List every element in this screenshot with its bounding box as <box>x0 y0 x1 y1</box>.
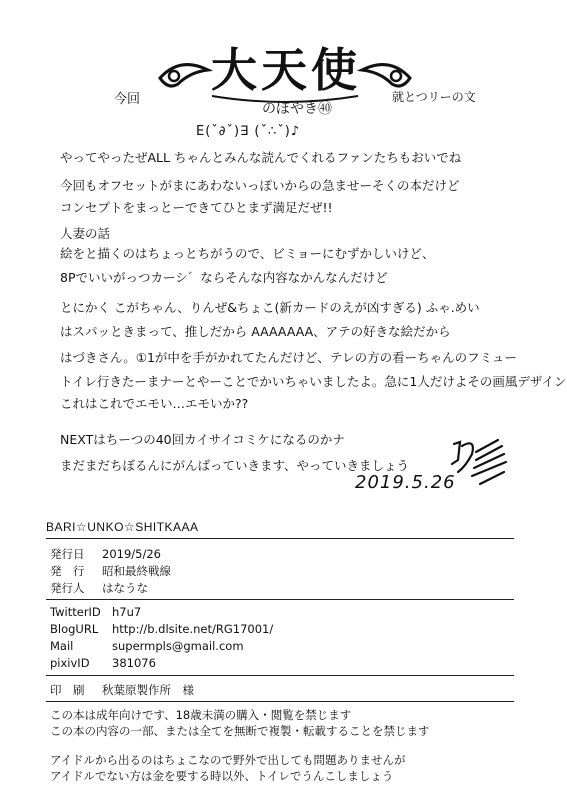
publisher-row <box>50 563 171 579</box>
pixiv-row <box>50 656 156 670</box>
handwritten-signature <box>446 432 516 492</box>
blog-url: http://b.dlsite.net/RG17001/ <box>112 622 274 636</box>
printer-label: 印 刷 <box>50 683 85 697</box>
twitter-value: h7u7 <box>112 605 142 619</box>
afterword-line-10: トイレ行きたーまナーとやーことでかいちゃいましたよ。急に1人だけよその画風デザイン <box>60 374 567 389</box>
book-title: BARI☆UNKO☆SHITKAAA <box>46 520 199 534</box>
publish-date-value: 2019/5/26 <box>102 547 161 561</box>
joke-notice-2: アイドルでない方は金を要する時以外、トイレでうんこしましょう <box>50 769 394 783</box>
age-restriction-notice: この本は成年向けです、18歳未満の購入・閲覧を禁じます <box>50 708 352 722</box>
author-value: はなうな <box>102 581 148 595</box>
author-row <box>50 580 148 596</box>
divider-4 <box>46 701 514 702</box>
divider-1 <box>46 538 514 539</box>
emoticon-line: Ε(ˇ∂ˇ)∃ (ˇ∴ˇ)♪ <box>196 124 301 139</box>
afterword-title: 大天使 <box>211 43 361 97</box>
afterword-line-11: これはこれでエモい…エモいか?? <box>60 396 249 411</box>
publish-date-label: 発行日 <box>50 547 85 561</box>
author-label: 発行人 <box>50 581 85 595</box>
twitter-row <box>50 605 141 619</box>
publisher-value: 昭和最終戦線 <box>102 564 171 578</box>
divider-3 <box>46 675 514 676</box>
publish-date-row <box>50 546 161 562</box>
twitter-label: TwitterID <box>50 605 101 619</box>
afterword-post-title: 就とつリーの文 <box>392 90 476 104</box>
blog-row <box>50 622 273 636</box>
afterword-line-5: 絵をと描くのはちょっとちがうので、ビミョーにむずかしいけど、 <box>60 246 435 261</box>
printer-value: 秋葉原製作所 様 <box>102 683 194 697</box>
publisher-label: 発 行 <box>50 564 85 578</box>
afterword-line-7: とにかく こがちゃん、りんぜ&ちょこ(新カードのえが凶すぎる) ふゃ.めい <box>60 300 480 315</box>
afterword-line-2: 今回もオフセットがまにあわないっぽいからの急ませーそくの本だけど <box>60 178 460 193</box>
pixiv-value: 381076 <box>112 656 156 670</box>
afterword-pre-title: 今回 <box>114 92 141 107</box>
joke-notice-1: アイドルから出るのはちょこなので野外で出しても問題ありませんが <box>50 753 406 767</box>
afterword-line-12: NEXTはちーつの40回カイサイコミケになるのかナ <box>60 432 345 447</box>
afterword-line-1: やってやったぜALL ちゃんとみんな読んでくれるファンたちもおいでね <box>60 150 462 165</box>
afterword-line-13: まだまだちぼるんにがんばっていきます、やっていきましょう <box>60 458 410 473</box>
afterword-subtitle: のぼやき㊵ <box>262 101 332 117</box>
printer-row <box>50 682 194 698</box>
mail-label: Mail <box>50 639 74 653</box>
afterword-line-6: 8Pでいいがっつカーシ゛ならそんな内容なかんなんだけど <box>60 270 388 285</box>
afterword-line-3: コンセプトをまっとーできてひとまず満足だぜ!! <box>60 200 333 215</box>
divider-2 <box>46 599 514 600</box>
afterword-line-9: はづきさん。①1が中を手がかれてたんだけど、テレの方の看ーちゃんのフミュー <box>60 350 517 365</box>
blog-label: BlogURL <box>50 622 99 636</box>
mail-value: supermpls@gmail.com <box>112 639 244 653</box>
mail-row <box>50 639 244 653</box>
copyright-notice: この本の内容の一部、または全てを無断で複製・転載することを禁じます <box>50 724 430 738</box>
afterword-line-4: 人妻の話 <box>60 226 111 241</box>
afterword-line-8: はスパッときまって、推しだから AAAAAAA、アテの好きな絵だから <box>60 324 451 339</box>
pixiv-label: pixivID <box>50 656 90 670</box>
afterword-date: 2019.5.26 <box>355 472 456 493</box>
